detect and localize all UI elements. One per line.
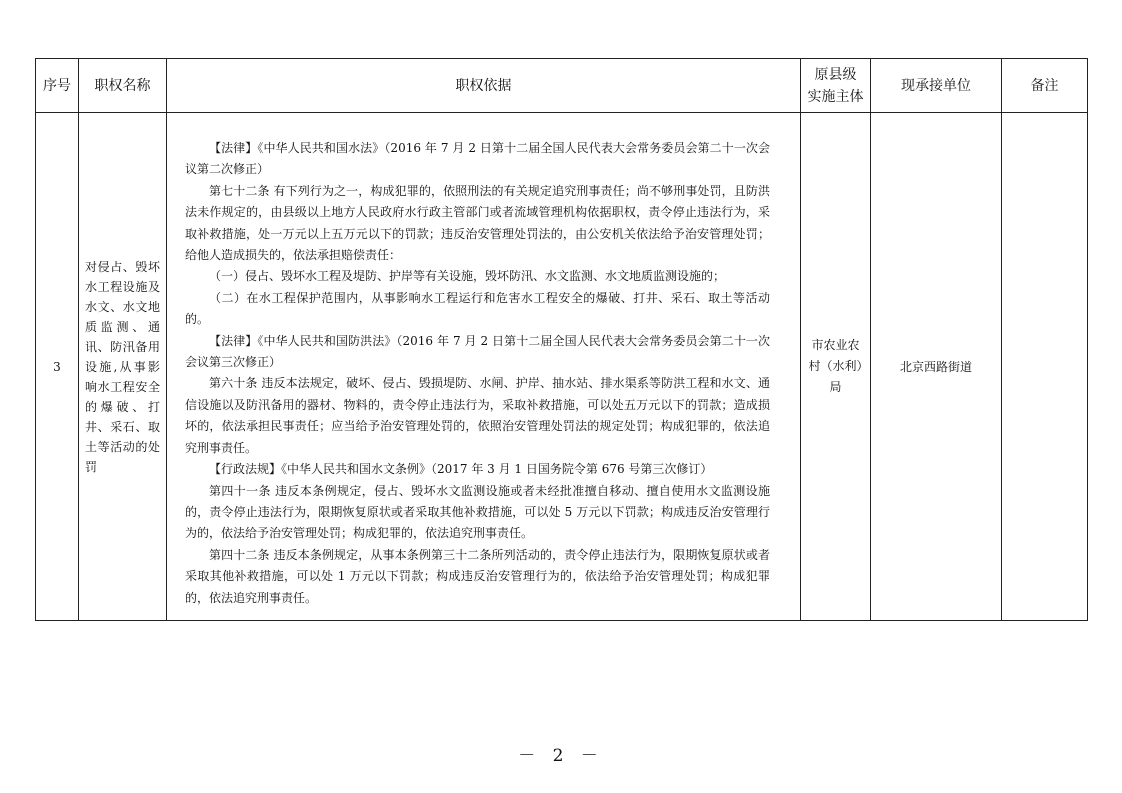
header-note: 备注: [1002, 59, 1088, 113]
basis-paragraph: （一）侵占、毁坏水工程及堤防、护岸等有关设施，毁坏防汛、水文监测、水文地质监测设施的；: [209, 269, 726, 284]
table-row: [36, 113, 1088, 621]
basis-paragraph: （二）在水工程保护范围内，从事影响水工程运行和危害水工程安全的爆破、打井、采石、取土等活动的。: [185, 290, 770, 327]
cell-seq: 3: [36, 113, 79, 621]
header-seq: 序号: [36, 59, 79, 113]
authority-table: [35, 58, 1088, 621]
table-header-row: [36, 59, 1088, 113]
basis-paragraph: 第四十二条 违反本条例规定，从事本条例第三十二条所列活动的，责令停止违法行为，限期恢复原状或者采取其他补救措施，可以处 1 万元以下罚款；构成违反治安管理行为的，依法给予治安管理处罚；构成犯罪的，依法追究刑事责任。: [185, 547, 770, 605]
header-entity-line1: 原县级: [814, 66, 857, 83]
header-unit: 现承接单位: [871, 59, 1002, 113]
header-entity: [801, 59, 871, 113]
page-number: － 2 －: [518, 746, 604, 766]
basis-paragraph: 第六十条 违反本法规定，破坏、侵占、毁损堤防、水闸、护岸、抽水站、排水渠系等防洪工程和水文、通信设施以及防汛备用的器材、物料的，责令停止违法行为，采取补救措施，可以处五万元以下的罚款；造成损坏的，依法承担民事责任；应当给予治安管理处罚的，依照治安管理处罚法的规定处罚；构成犯罪的，依法追究刑事责任。: [185, 376, 770, 455]
basis-paragraph: 【法律】《中华人民共和国水法》（2016 年 7 月 2 日第十二届全国人民代表大会常务委员会第二十一次会议第二次修正）: [185, 141, 770, 177]
header-name: 职权名称: [79, 59, 167, 113]
basis-text-block: [185, 113, 770, 609]
header-basis: 职权依据: [167, 59, 801, 113]
basis-paragraph: 第七十二条 有下列行为之一，构成犯罪的，依照刑法的有关规定追究刑事责任；尚不够刑事处罚，且防洪法未作规定的，由县级以上地方人民政府水行政主管部门或者流域管理机构依据职权，责令停止违法行为，采取补救措施，处一万元以上五万元以下的罚款；违反治安管理处罚法的，由公安机关依法给予治安管理处罚；给他人造成损失的，依法承担赔偿责任：: [185, 183, 770, 263]
cell-note: [1002, 113, 1088, 621]
cell-current-unit: 北京西路街道: [871, 113, 1002, 621]
basis-paragraph: 【行政法规】《中华人民共和国水文条例》（2017 年 3 月 1 日国务院令第 676 号第三次修订）: [209, 462, 713, 477]
cell-authority-name: 对侵占、毁坏水工程设施及水文、水文地质监测、通讯、防汛备用设施,从事影响水工程安全的爆破、打井、采石、取土等活动的处罚: [79, 113, 167, 621]
basis-paragraph: 【法律】《中华人民共和国防洪法》（2016 年 7 月 2 日第十二届全国人民代表大会常务委员会第二十一次会议第三次修正）: [185, 333, 770, 370]
header-entity-line2: 实施主体: [807, 88, 864, 105]
basis-paragraph: 第四十一条 违反本条例规定，侵占、毁坏水文监测设施或者未经批准擅自移动、擅自使用水文监测设施的，责令停止违法行为，限期恢复原状或者采取其他补救措施，可以处 5 万元以下罚款；构成违反治安管理行为的，依法给予治安管理处罚；构成犯罪的，依法追究刑事责任。: [185, 483, 770, 541]
cell-original-entity: 市农业农村（水利）局: [801, 113, 871, 621]
cell-authority-basis: [167, 113, 801, 621]
